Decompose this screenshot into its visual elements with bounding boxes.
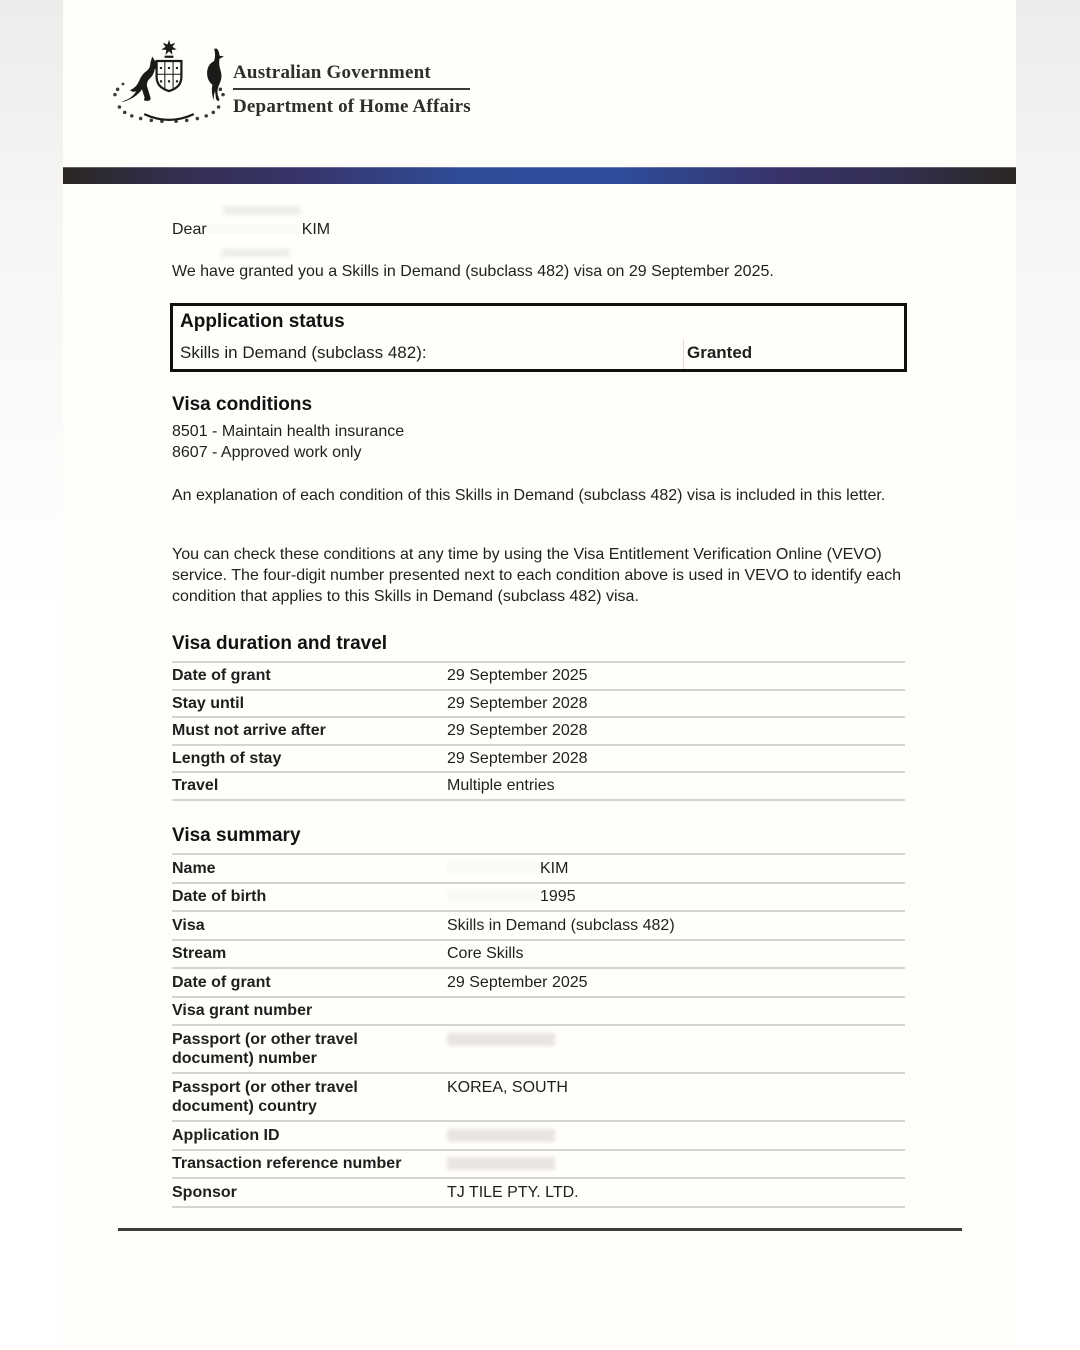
redacted-text bbox=[221, 249, 290, 257]
row-label: Length of stay bbox=[172, 749, 282, 767]
application-status-box bbox=[170, 303, 907, 372]
row-value bbox=[447, 1154, 905, 1174]
table-row bbox=[172, 853, 905, 882]
table-row bbox=[172, 882, 905, 911]
status-column-divider bbox=[683, 339, 684, 369]
row-value-text: 1995 bbox=[540, 888, 576, 905]
row-value-text: 29 September 2025 bbox=[447, 973, 588, 991]
row-label: Visa bbox=[172, 916, 205, 934]
row-label: Visa grant number bbox=[172, 1002, 313, 1019]
document-page bbox=[63, 0, 1016, 1350]
row-label: Passport (or other travel document) country bbox=[172, 1078, 358, 1115]
australian-coat-of-arms-icon bbox=[107, 36, 231, 132]
row-value-text: 29 September 2028 bbox=[447, 722, 588, 739]
row-value-text: Core Skills bbox=[447, 945, 524, 962]
redacted-text bbox=[447, 1129, 555, 1142]
row-label: Sponsor bbox=[172, 1183, 237, 1201]
table-row bbox=[172, 661, 905, 689]
status-badge: Granted bbox=[687, 343, 753, 362]
visa-summary-title: Visa summary bbox=[172, 825, 301, 846]
visa-summary-table bbox=[172, 853, 905, 1208]
header-gradient-bar bbox=[63, 167, 1016, 184]
row-label: Passport (or other travel document) number bbox=[172, 1030, 358, 1067]
row-value bbox=[447, 1001, 905, 1021]
table-row bbox=[172, 1024, 905, 1072]
row-label: Application ID bbox=[172, 1126, 280, 1144]
letterhead-department: Department of Home Affairs bbox=[233, 96, 471, 117]
row-value bbox=[447, 944, 905, 964]
row-value bbox=[447, 749, 905, 769]
table-row bbox=[172, 716, 905, 744]
application-status-visa-label: Skills in Demand (subclass 482): bbox=[180, 343, 427, 362]
redacted-name bbox=[207, 224, 302, 234]
row-label: Travel bbox=[172, 777, 219, 794]
row-value bbox=[447, 859, 905, 879]
row-label: Date of grant bbox=[172, 973, 271, 991]
table-row bbox=[172, 996, 905, 1025]
application-status-title: Application status bbox=[180, 311, 345, 332]
row-value bbox=[447, 694, 905, 714]
greeting-line bbox=[172, 221, 905, 239]
visa-duration-table bbox=[172, 661, 905, 801]
row-label: Stay until bbox=[172, 694, 245, 712]
row-label: Must not arrive after bbox=[172, 722, 326, 739]
row-value bbox=[447, 721, 905, 741]
table-row bbox=[172, 967, 905, 996]
row-label: Date of birth bbox=[172, 888, 267, 905]
row-label: Date of grant bbox=[172, 667, 271, 684]
condition-item: 8607 - Approved work only bbox=[172, 444, 362, 461]
redacted-text bbox=[223, 206, 301, 215]
greeting-dear: Dear bbox=[172, 221, 207, 238]
row-value-text: Multiple entries bbox=[447, 777, 555, 794]
row-value-text: KIM bbox=[540, 859, 569, 877]
greeting-surname: KIM bbox=[301, 221, 331, 238]
conditions-explanation: An explanation of each condition of this Skills in Demand (subclass 482) visa is included in this letter. bbox=[172, 487, 886, 504]
row-value bbox=[447, 1078, 905, 1117]
footer-divider bbox=[118, 1228, 962, 1231]
row-value-text: KOREA, SOUTH bbox=[447, 1078, 568, 1096]
table-row bbox=[172, 1072, 905, 1120]
table-row bbox=[172, 1120, 905, 1149]
row-value-text: 29 September 2025 bbox=[447, 667, 588, 684]
row-value bbox=[447, 916, 905, 936]
table-row bbox=[172, 771, 905, 801]
table-row bbox=[172, 689, 905, 717]
table-row bbox=[172, 744, 905, 772]
letterhead-government: Australian Government bbox=[233, 62, 431, 83]
vevo-note: You can check these conditions at any time by using the Visa Entitlement Verification Online (VEVO) service. The four-digit number presented next to each condition above is used in VEVO to identify each condition that applies to this Skills in Demand (subclass 482) visa. bbox=[172, 546, 902, 605]
condition-item: 8501 - Maintain health insurance bbox=[172, 423, 405, 440]
row-value bbox=[447, 973, 905, 993]
row-value-text: 29 September 2028 bbox=[447, 749, 588, 767]
row-value-text: Skills in Demand (subclass 482) bbox=[447, 916, 675, 934]
table-row bbox=[172, 1149, 905, 1178]
visa-conditions-list bbox=[172, 421, 905, 463]
letterhead-divider bbox=[233, 88, 470, 90]
row-label: Name bbox=[172, 859, 216, 877]
row-label: Transaction reference number bbox=[172, 1155, 402, 1172]
row-value bbox=[447, 776, 905, 796]
table-row bbox=[172, 910, 905, 939]
row-value bbox=[447, 1126, 905, 1146]
visa-conditions-title: Visa conditions bbox=[172, 394, 313, 415]
redacted-text bbox=[447, 1157, 555, 1170]
table-row bbox=[172, 939, 905, 968]
row-value bbox=[447, 666, 905, 686]
row-label: Stream bbox=[172, 945, 227, 962]
row-value bbox=[447, 887, 905, 907]
table-row bbox=[172, 1177, 905, 1208]
visa-duration-title: Visa duration and travel bbox=[172, 633, 388, 654]
row-value bbox=[447, 1030, 905, 1069]
redacted-text bbox=[447, 862, 540, 873]
intro-paragraph: We have granted you a Skills in Demand (subclass 482) visa on 29 September 2025. bbox=[172, 263, 774, 280]
row-value bbox=[447, 1183, 905, 1203]
row-value-text: 29 September 2028 bbox=[447, 694, 588, 712]
redacted-text bbox=[447, 890, 540, 901]
redacted-text bbox=[447, 1033, 555, 1046]
row-value-text: TJ TILE PTY. LTD. bbox=[447, 1183, 579, 1201]
